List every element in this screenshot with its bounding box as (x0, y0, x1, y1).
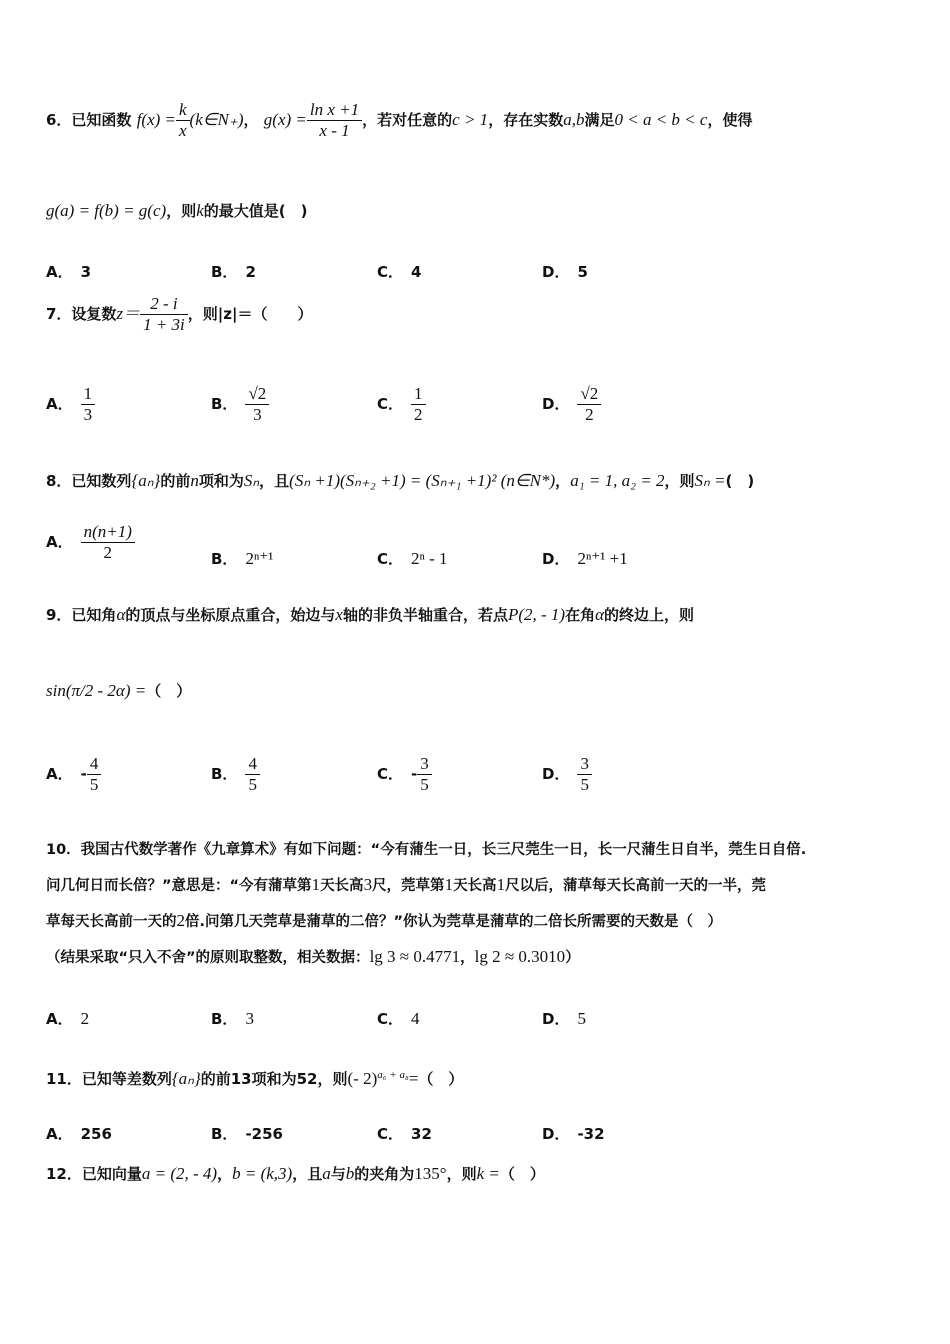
option-label: D． (542, 765, 570, 783)
math-expr: {aₙ} (131, 471, 161, 490)
question-11 (46, 1068, 463, 1089)
option-b[interactable] (211, 754, 260, 795)
option-b[interactable] (211, 1123, 283, 1144)
text: ，则|z|＝（ ） (187, 305, 313, 323)
question-9-line1 (46, 604, 694, 625)
question-10-line1 (46, 838, 806, 859)
text: 的前 (160, 472, 191, 490)
math-expr: P(2, - 1) (507, 605, 566, 624)
text: ( ) (725, 472, 755, 490)
math-expr: z＝ (116, 304, 141, 323)
option-label: D． (542, 263, 570, 281)
math-expr: k (196, 201, 204, 220)
math-fraction (176, 100, 190, 141)
option-fraction (411, 384, 426, 425)
option-c[interactable] (377, 261, 421, 282)
option-label: C． (377, 765, 404, 783)
option-a[interactable] (46, 754, 101, 795)
fraction-numerator: 1 (81, 384, 96, 405)
text: 草每天长高前一天的 (46, 914, 177, 930)
text: 的终边上，则 (604, 606, 695, 624)
punct: ， (460, 950, 475, 966)
text: 尺，莞草第 (372, 878, 445, 894)
math-number: 1 (311, 875, 321, 894)
option-value: 2 (80, 1009, 90, 1028)
math-expr: sin(π/2 - 2α) = (46, 681, 147, 700)
math-number: 1 (444, 875, 454, 894)
math-expr: lg 3 ≈ 0.4771 (369, 947, 461, 966)
option-d[interactable] (542, 384, 601, 425)
option-b[interactable] (211, 261, 256, 282)
option-value: 2ⁿ⁺¹ +1 (577, 549, 628, 568)
math-number: 2 (176, 911, 185, 930)
math-expr: Sₙ = (694, 471, 726, 490)
option-label: D． (542, 1125, 570, 1143)
math-expr: b (345, 1164, 355, 1183)
question-number: 6．已知函数 (46, 111, 132, 129)
option-d[interactable] (542, 754, 592, 795)
option-value: 5 (577, 1009, 586, 1028)
math-expr: (- 2) (347, 1069, 378, 1088)
option-value: 3 (80, 263, 92, 281)
fraction-numerator: 2 - i (140, 294, 188, 315)
option-c[interactable] (377, 384, 426, 425)
option-fraction (417, 754, 432, 795)
math-expr: a = (2, - 4) (141, 1164, 218, 1183)
math-f-def: f(x) = (136, 110, 176, 129)
option-value: 2 (245, 263, 256, 281)
punct: ， (217, 1165, 233, 1183)
option-c[interactable] (377, 1123, 432, 1144)
fraction-denominator: 2 (103, 543, 112, 562)
fraction-numerator: 4 (245, 754, 260, 775)
text: 项和为 (198, 472, 244, 490)
fraction-denominator: x - 1 (319, 121, 350, 140)
question-10-line4 (46, 946, 580, 967)
option-c[interactable] (377, 754, 432, 795)
option-label: A． (46, 1010, 73, 1028)
fraction-numerator: k (176, 100, 190, 121)
text: 尺以后，蒲草每天长高前一天的一半，莞 (505, 878, 767, 894)
fraction-numerator: √2 (245, 384, 269, 405)
text: 的前13项和为52，则 (200, 1070, 348, 1088)
fraction-denominator: 3 (83, 405, 93, 424)
option-d[interactable] (542, 1008, 586, 1029)
fraction-denominator: 1 + 3i (143, 315, 185, 334)
math-expr: 0 < a < b < c (614, 110, 708, 129)
text: ，且 (292, 1165, 323, 1183)
text: 与 (330, 1165, 346, 1183)
fraction-numerator: 3 (417, 754, 432, 775)
question-number: 12．已知向量 (46, 1165, 142, 1183)
option-fraction (245, 384, 269, 425)
math-expr: a₁ = 1, a₂ = 2 (570, 471, 665, 490)
text: ） (565, 950, 580, 966)
question-number: 9．已知角 (46, 606, 117, 624)
option-value: -256 (245, 1125, 283, 1143)
option-value: 2ⁿ⁺¹ (245, 549, 274, 568)
question-7 (46, 294, 312, 335)
question-10-line3 (46, 910, 722, 931)
math-expr: α (116, 605, 126, 624)
fraction-numerator: 1 (411, 384, 426, 405)
math-expr: Sₙ (243, 471, 260, 490)
question-6-line2 (46, 200, 307, 221)
option-a[interactable] (46, 1008, 89, 1029)
math-expr: g(a) = f(b) = g(c) (46, 201, 167, 220)
fraction-denominator: 3 (253, 405, 262, 424)
fraction-denominator: 5 (89, 775, 99, 794)
text: ，使得 (707, 111, 753, 129)
math-exponent: a₆ + a₈ (377, 1069, 409, 1081)
fraction-denominator: 2 (585, 405, 594, 424)
fraction-numerator: 3 (577, 754, 592, 775)
math-expr: k = (476, 1164, 500, 1183)
text: 问几何日而长倍？”意思是：“今有蒲草第 (46, 878, 312, 894)
question-12 (46, 1163, 545, 1184)
fraction-numerator: 4 (87, 754, 102, 775)
question-number: 11．已知等差数列 (46, 1070, 172, 1088)
option-c[interactable] (377, 1008, 420, 1029)
option-fraction (577, 384, 601, 425)
option-value: 4 (411, 263, 422, 281)
text: ，存在实数 (488, 111, 564, 129)
math-expr: α (595, 605, 605, 624)
option-label: D． (542, 550, 570, 568)
text: （ ） (418, 1070, 464, 1088)
option-a[interactable] (46, 261, 91, 282)
option-value: 5 (577, 263, 588, 281)
text: ，则 (664, 472, 695, 490)
option-a[interactable] (46, 522, 135, 563)
option-value: 3 (245, 1009, 254, 1028)
option-label: B． (211, 263, 238, 281)
option-sign: - (411, 765, 418, 783)
option-value: 2ⁿ - 1 (411, 549, 448, 568)
option-label: B． (211, 1010, 238, 1028)
math-expr: 135° (414, 1164, 447, 1183)
option-value: -32 (577, 1125, 605, 1143)
option-label: B． (211, 550, 238, 568)
option-fraction (577, 754, 592, 795)
text: 在角 (565, 606, 596, 624)
fraction-numerator: ln x +1 (307, 100, 362, 121)
question-8 (46, 470, 754, 491)
option-label: C． (377, 395, 404, 413)
text: 的顶点与坐标原点重合，始边与 (125, 606, 336, 624)
option-fraction (87, 754, 102, 795)
question-number: 8．已知数列 (46, 472, 132, 490)
math-expr: lg 2 ≈ 0.3010 (474, 947, 566, 966)
option-sign: - (80, 765, 87, 783)
option-b[interactable] (211, 548, 273, 569)
option-fraction (81, 384, 96, 425)
option-d[interactable] (542, 1123, 605, 1144)
math-fraction (307, 100, 362, 141)
math-expr: = (408, 1069, 419, 1088)
math-expr: n (190, 471, 199, 490)
punct: ， (555, 472, 571, 490)
option-label: C． (377, 550, 404, 568)
fraction-denominator: 2 (414, 405, 423, 424)
option-label: B． (211, 395, 238, 413)
math-expr: (Sₙ +1)(Sₙ₊₂ +1) = (Sₙ₊₁ +1)² (n∈N*) (289, 471, 556, 490)
text: ，且 (259, 472, 290, 490)
text: 满足 (584, 111, 615, 129)
text: 轴的非负半轴重合，若点 (342, 606, 508, 624)
question-9-line2 (46, 680, 191, 701)
math-number: 1 (496, 875, 506, 894)
option-a[interactable] (46, 384, 95, 425)
text: （结果采取“只入不舍”的原则取整数，相关数据： (46, 950, 370, 966)
text: （ ） (499, 1165, 545, 1183)
option-b[interactable] (211, 384, 269, 425)
text: 倍.问第几天莞草是蒲草的二倍？”你认为莞草是蒲草的二倍长所需要的天数是（ ） (185, 914, 723, 930)
option-label: C． (377, 1010, 404, 1028)
option-value: 256 (80, 1125, 112, 1143)
option-label: C． (377, 1125, 404, 1143)
option-label: A． (46, 1125, 73, 1143)
option-d[interactable] (542, 548, 628, 569)
option-label: B． (211, 765, 238, 783)
option-label: D． (542, 395, 570, 413)
fraction-denominator: x (179, 121, 187, 140)
fraction-denominator: 5 (420, 775, 429, 794)
question-number: 7．设复数 (46, 305, 117, 323)
text: ，若对任意的 (362, 111, 453, 129)
text: 10．我国古代数学著作《九章算术》有如下问题：“今有蒲生一日，长三尺莞生一日，长一尺蒲生日自半，莞生日自倍. (46, 842, 807, 858)
text: 的夹角为 (354, 1165, 415, 1183)
text: （ ） (146, 682, 192, 700)
punct: ， (243, 111, 259, 129)
option-value: 32 (411, 1125, 432, 1143)
option-fraction (81, 522, 135, 563)
option-label: A． (46, 765, 73, 783)
option-label: A． (46, 395, 73, 413)
math-number: 3 (363, 875, 373, 894)
math-domain: (k∈N₊) (189, 110, 244, 129)
math-expr: a (322, 1164, 331, 1183)
option-fraction (245, 754, 260, 795)
option-label: D． (542, 1010, 570, 1028)
option-a[interactable] (46, 1123, 112, 1144)
option-label: B． (211, 1125, 238, 1143)
text: 天长高 (453, 878, 497, 894)
math-fraction (140, 294, 188, 335)
math-g-def: g(x) = (263, 110, 307, 129)
text: ，则 (446, 1165, 477, 1183)
fraction-denominator: 5 (248, 775, 257, 794)
option-c[interactable] (377, 548, 448, 569)
option-label: A． (46, 533, 73, 551)
text: 的最大值是( ) (203, 202, 308, 220)
math-expr: {aₙ} (171, 1069, 201, 1088)
option-label: A． (46, 263, 73, 281)
math-expr: c > 1 (452, 110, 489, 129)
text: ，则 (166, 202, 197, 220)
option-label: C． (377, 263, 404, 281)
math-expr: x (335, 605, 343, 624)
text: 天长高 (320, 878, 364, 894)
fraction-denominator: 5 (580, 775, 589, 794)
math-expr: b = (k,3) (232, 1164, 293, 1183)
math-expr: a,b (563, 110, 585, 129)
option-d[interactable] (542, 261, 588, 282)
question-10-line2 (46, 874, 766, 895)
option-b[interactable] (211, 1008, 254, 1029)
fraction-numerator: n(n+1) (81, 522, 135, 543)
option-value: 4 (411, 1009, 420, 1028)
fraction-numerator: √2 (577, 384, 601, 405)
question-6-line1 (46, 100, 752, 141)
